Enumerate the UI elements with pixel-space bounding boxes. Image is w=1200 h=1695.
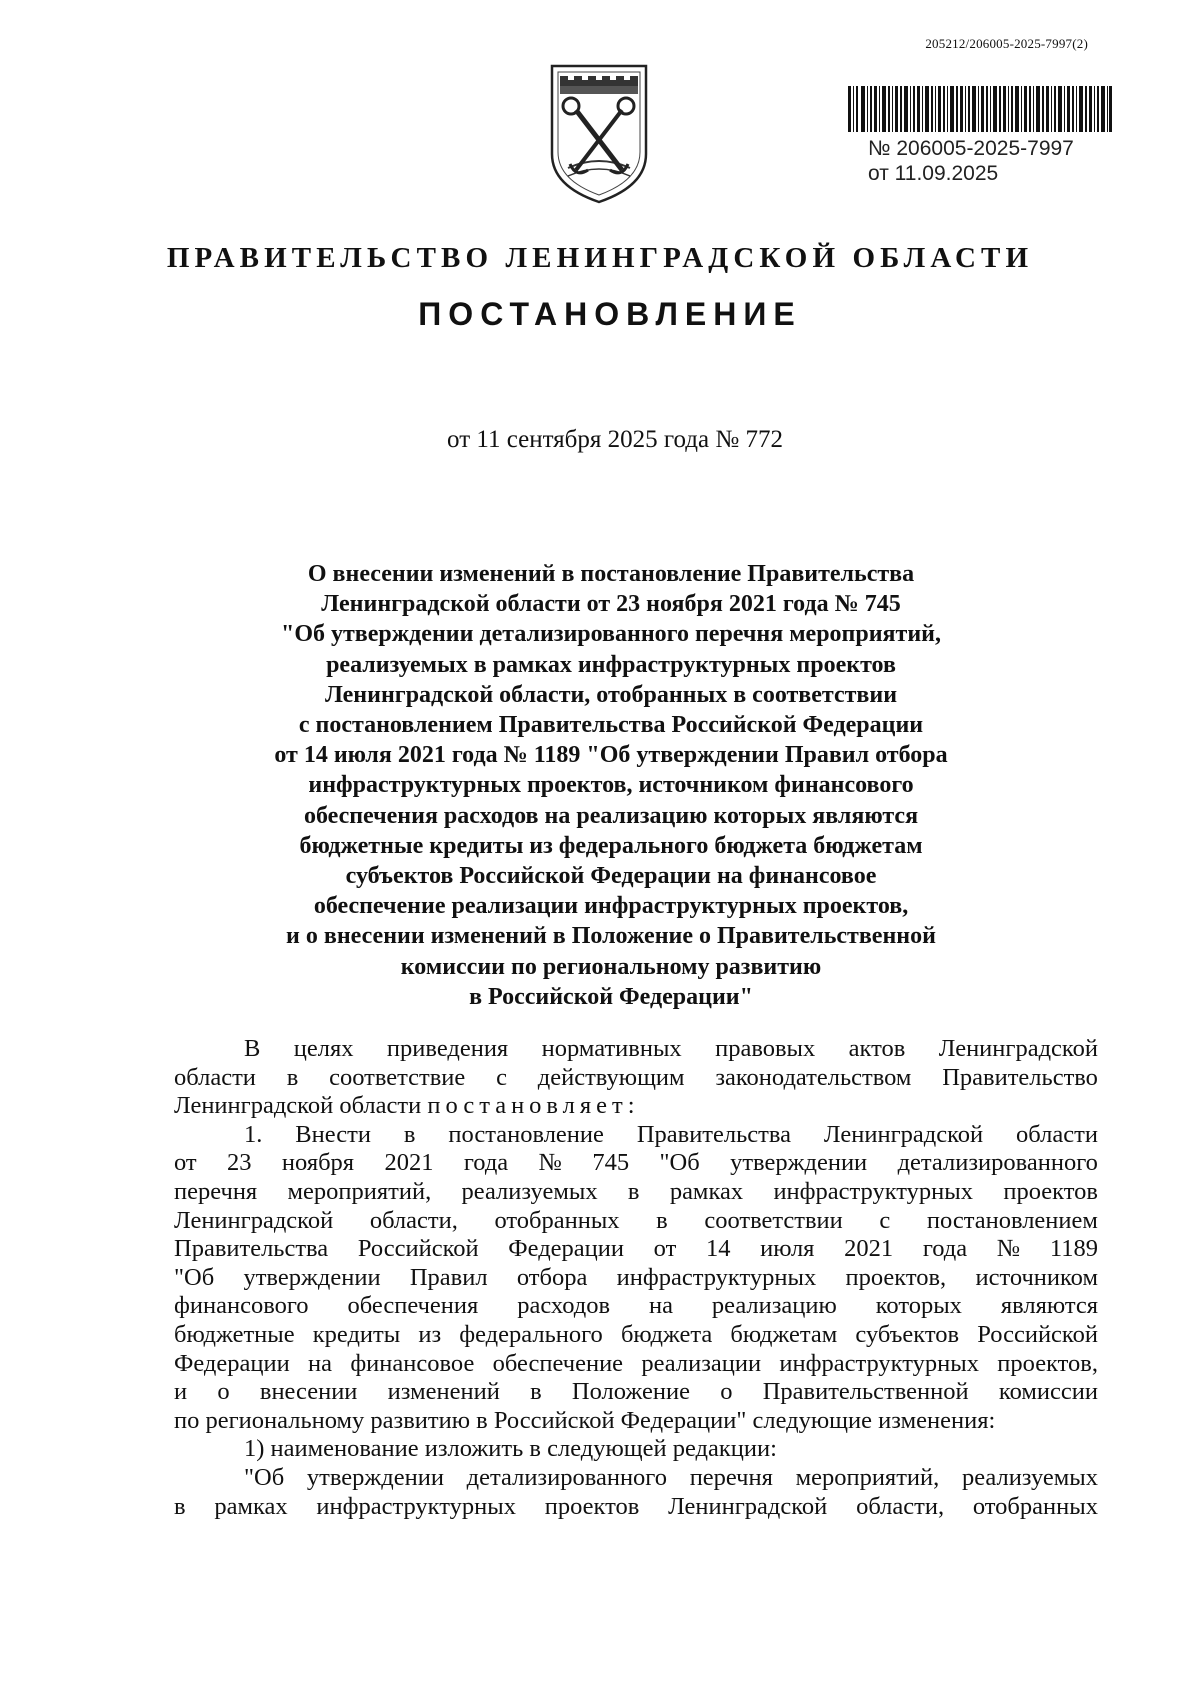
- body-word: Правительство: [942, 1063, 1098, 1091]
- body-word: проектов: [1003, 1177, 1098, 1205]
- body-word: в: [174, 1492, 186, 1520]
- body-word: отбора: [516, 1263, 588, 1291]
- body-line: [174, 1035, 1098, 1064]
- body-word: федерального: [459, 1320, 603, 1348]
- subject-line: реализуемых в рамках инфраструктурных проектов: [326, 651, 896, 678]
- body-word: Внести: [295, 1120, 371, 1148]
- body-word: законодательством: [715, 1063, 912, 1091]
- document-id: 205212/206005-2025-7997(2): [925, 36, 1088, 51]
- body-word: в: [627, 1177, 640, 1205]
- body-word: Ленинградской: [668, 1492, 828, 1520]
- body-word: инфраструктурных: [616, 1263, 817, 1291]
- body-line: [174, 1092, 1098, 1121]
- body-word: реализацию: [711, 1292, 837, 1320]
- subject-line: субъектов Российской Федерации на финансовое: [345, 863, 877, 890]
- body-word: №: [538, 1149, 562, 1177]
- body-line: [174, 1378, 1098, 1407]
- body-line: [174, 1493, 1098, 1522]
- subject-line: Ленинградской области от 23 ноября 2021 года № 745: [321, 591, 901, 618]
- body-word: субъектов: [855, 1320, 960, 1348]
- body-word: ноября: [281, 1149, 355, 1177]
- body-word: мероприятий,: [287, 1177, 432, 1205]
- body-word: перечня: [174, 1177, 258, 1205]
- body-word: из: [418, 1320, 442, 1348]
- subject-line: бюджетные кредиты из федерального бюджета бюджетам: [299, 832, 923, 859]
- body-word: года: [463, 1149, 509, 1177]
- body-word: Правительственной: [762, 1378, 969, 1406]
- body-word: области: [1016, 1120, 1098, 1148]
- body-word: отобранных: [972, 1492, 1098, 1520]
- body-word: источником: [975, 1263, 1098, 1291]
- registration-number: № 206005-2025-7997: [868, 137, 1074, 160]
- body-word: утверждении: [306, 1463, 444, 1491]
- subject-line: и о внесении изменений в Положение о Правительственной: [286, 923, 936, 950]
- body-word: в: [286, 1063, 299, 1091]
- body-word: №: [996, 1235, 1021, 1263]
- body-line: [174, 1292, 1098, 1321]
- body-word: соответствие: [329, 1063, 466, 1091]
- body-word: на: [308, 1349, 333, 1377]
- body-word: Российской: [977, 1320, 1098, 1348]
- body-word: Правил: [409, 1263, 488, 1291]
- body-word: правовых: [715, 1035, 816, 1062]
- body-line-text: по региональному развитию в Российской Федерации" следующие изменения:: [174, 1406, 996, 1434]
- body-word: рамках: [669, 1177, 744, 1205]
- body-word: и: [174, 1378, 188, 1406]
- body-word: обеспечения: [347, 1292, 479, 1320]
- body-line-text: 1) наименование изложить в следующей редакции:: [244, 1435, 777, 1463]
- body-word: от: [653, 1235, 677, 1263]
- body-word: проектов: [544, 1492, 640, 1520]
- body-word: бюджета: [620, 1320, 713, 1348]
- body-word: Федерации: [508, 1235, 624, 1263]
- body-word: бюджетам: [730, 1320, 838, 1348]
- body-line: [174, 1435, 1098, 1464]
- subject-line: комиссии по региональному развитию: [400, 953, 822, 980]
- body-line: [174, 1350, 1098, 1379]
- body-word: в: [656, 1206, 668, 1234]
- body-word: проектов,: [845, 1263, 947, 1291]
- body-word: области: [174, 1063, 256, 1091]
- subject-line: инфраструктурных проектов, источником финансового: [308, 772, 914, 799]
- body-word: обеспечение: [492, 1349, 624, 1377]
- subject-line: обеспечение реализации инфраструктурных проектов,: [313, 893, 909, 920]
- body-word: 1.: [244, 1120, 263, 1148]
- body-line: [174, 1235, 1098, 1264]
- body-word: В: [244, 1035, 261, 1062]
- organization-title: ПРАВИТЕЛЬСТВО ЛЕНИНГРАДСКОЙ ОБЛАСТИ: [166, 242, 1034, 274]
- body-word: перечня: [689, 1463, 773, 1491]
- body-word: соответствии: [704, 1206, 843, 1234]
- body-word: внесении: [259, 1378, 358, 1406]
- document-date-number: от 11 сентября 2025 года № 772: [447, 426, 783, 453]
- body-word: в: [530, 1378, 542, 1406]
- body-word: Федерации: [174, 1349, 290, 1377]
- body-line: [174, 1464, 1098, 1493]
- body-word: расходов: [517, 1292, 611, 1320]
- body-word: утверждении: [730, 1149, 868, 1177]
- body-word: области,: [856, 1492, 945, 1520]
- body-word: от: [174, 1149, 197, 1177]
- body-word: детализированного: [466, 1463, 667, 1491]
- body-word: нормативных: [541, 1035, 682, 1062]
- body-word: финансовое: [350, 1349, 475, 1377]
- body-word: мероприятий,: [795, 1463, 940, 1491]
- body-line: [174, 1064, 1098, 1093]
- body-word: реализации: [641, 1349, 762, 1377]
- body-word: постановлением: [926, 1206, 1098, 1234]
- body-word: Российской: [357, 1235, 479, 1263]
- body-word: "Об: [659, 1149, 700, 1177]
- body-word: с: [879, 1206, 891, 1234]
- body-word: инфраструктурных: [316, 1492, 516, 1520]
- body-word: отобранных: [494, 1206, 620, 1234]
- barcode-icon: [848, 86, 1112, 132]
- body-line: [174, 1121, 1098, 1150]
- body-word: рамках: [214, 1492, 288, 1520]
- body-word: 23: [227, 1149, 252, 1177]
- body-word: 2021: [384, 1149, 434, 1177]
- body-word: утверждении: [243, 1263, 381, 1291]
- body-word: на: [648, 1292, 673, 1320]
- body-line: [174, 1321, 1098, 1350]
- body-word: Правительства: [174, 1235, 329, 1263]
- body-word: бюджетные: [174, 1320, 295, 1348]
- body-word: проектов,: [997, 1349, 1098, 1377]
- body-word: финансового: [174, 1292, 309, 1320]
- subject-line: в Российской Федерации": [469, 983, 753, 1010]
- leningrad-oblast-coat-of-arms-icon: [548, 58, 650, 204]
- document-body: [174, 1035, 1098, 1521]
- body-word: в: [403, 1120, 416, 1148]
- body-word: инфраструктурных: [773, 1177, 974, 1205]
- body-word: изменений: [387, 1378, 500, 1406]
- subject-line: с постановлением Правительства Российской Федерации: [298, 712, 924, 739]
- body-word: Ленинградской: [174, 1206, 334, 1234]
- subject-line: от 14 июля 2021 года № 1189 "Об утверждении Правил отбора: [274, 742, 948, 769]
- decree-word: постановляет:: [427, 1092, 640, 1120]
- registration-date: от 11.09.2025: [868, 162, 999, 185]
- body-line: [174, 1149, 1098, 1178]
- body-word: области,: [369, 1206, 458, 1234]
- body-word: "Об: [174, 1263, 215, 1291]
- registration-block: [868, 136, 1074, 186]
- subject-line: О внесении изменений в постановление Правительства: [307, 561, 915, 587]
- body-line-text: Ленинградской области: [174, 1092, 422, 1120]
- body-word: Ленинградской: [938, 1035, 1098, 1062]
- document-type: ПОСТАНОВЛЕНИЕ: [418, 296, 802, 332]
- body-word: "Об: [244, 1463, 285, 1491]
- body-word: реализуемых: [961, 1463, 1098, 1491]
- body-word: 745: [592, 1149, 630, 1177]
- body-word: 2021: [844, 1235, 894, 1263]
- body-word: актов: [848, 1035, 906, 1062]
- body-word: реализуемых: [461, 1177, 598, 1205]
- body-word: инфраструктурных: [779, 1349, 979, 1377]
- body-word: июля: [760, 1235, 815, 1263]
- body-word: о: [720, 1378, 733, 1406]
- subject-line: обеспечения расходов на реализацию которых являются: [303, 802, 919, 829]
- subject-line: Ленинградской области, отобранных в соответствии: [324, 681, 898, 708]
- body-word: являются: [1000, 1292, 1098, 1320]
- body-line: [174, 1407, 1098, 1436]
- subject-line: "Об утверждении детализированного перечня мероприятий,: [281, 621, 941, 648]
- body-word: Правительства: [636, 1120, 791, 1148]
- body-word: действующим: [537, 1063, 685, 1091]
- body-word: детализированного: [897, 1149, 1098, 1177]
- body-word: 1189: [1049, 1235, 1098, 1263]
- body-word: целях: [293, 1035, 354, 1062]
- body-word: 14: [705, 1235, 731, 1263]
- body-word: Ленинградской: [823, 1120, 984, 1148]
- body-word: с: [496, 1063, 507, 1091]
- body-line: [174, 1264, 1098, 1293]
- body-line: [174, 1178, 1098, 1207]
- body-word: приведения: [386, 1035, 509, 1062]
- body-word: о: [217, 1378, 230, 1406]
- body-word: кредиты: [312, 1320, 401, 1348]
- body-word: Положение: [571, 1378, 690, 1406]
- body-word: года: [922, 1235, 968, 1263]
- body-word: которых: [875, 1292, 962, 1320]
- document-subject: [150, 559, 1072, 1012]
- body-line: [174, 1207, 1098, 1236]
- body-word: постановление: [448, 1120, 604, 1148]
- body-word: комиссии: [998, 1378, 1098, 1406]
